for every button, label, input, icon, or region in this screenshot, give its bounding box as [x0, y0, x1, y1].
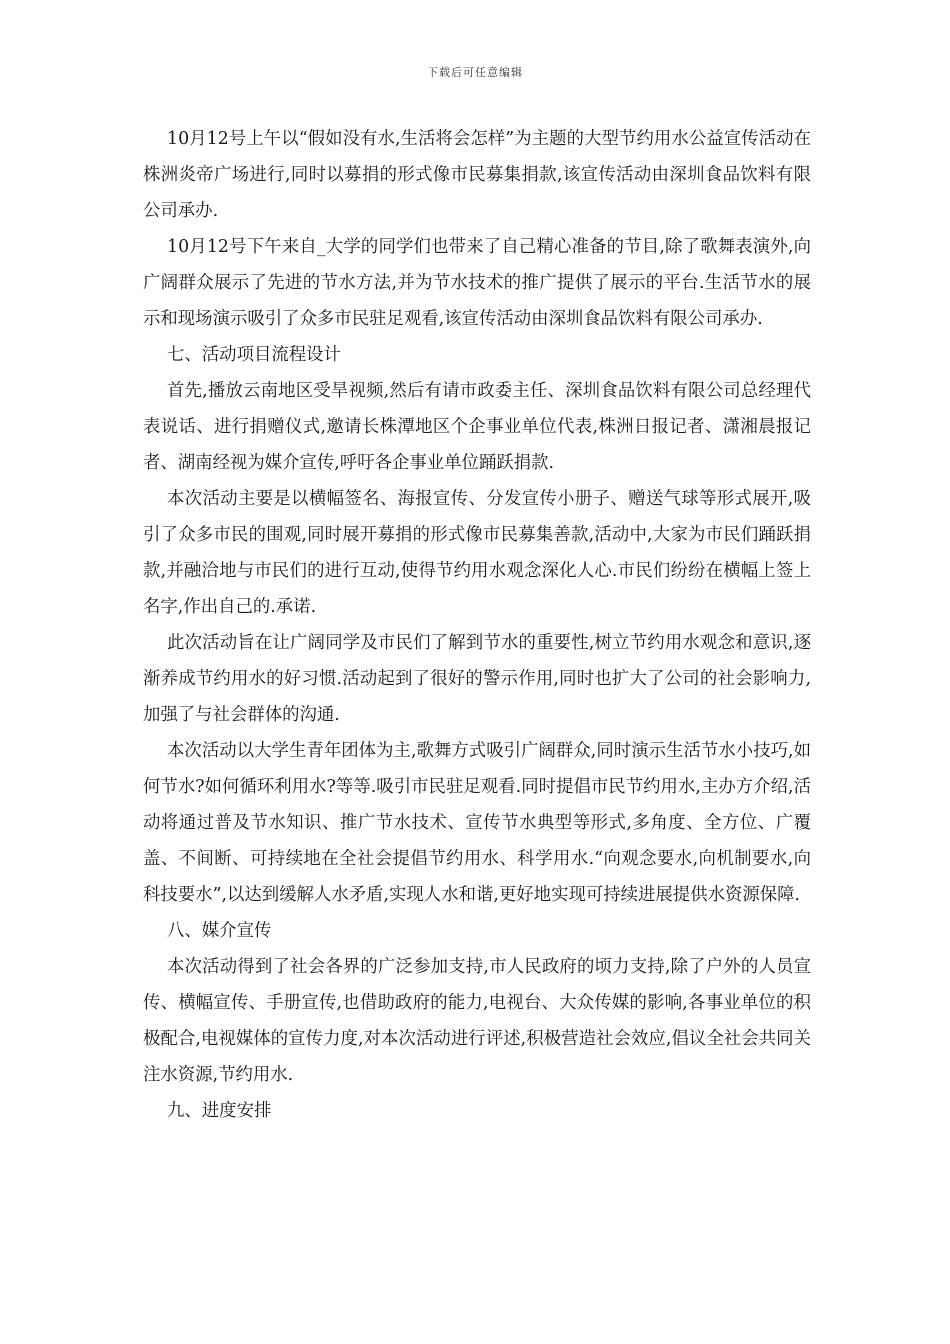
- paragraph-afternoon-event: 10月12号下午来自_大学的同学们也带来了自己精心准备的节目,除了歌舞表演外,向广阔群众展示了先进的节水方法,并为节水技术的推广提供了展示的平台.生活节水的展示和现场演示吸引了众多市民驻足观看,该宣传活动由深圳食品饮料有限公司承办.: [143, 237, 811, 329]
- document-body: [143, 121, 811, 1129]
- paragraph-morning-event: 10月12号上午以“假如没有水,生活将会怎样”为主题的大型节约用水公益宣传活动在株洲炎帝广场进行,同时以募捐的形式像市民募集捐款,该宣传活动由深圳食品饮料有限公司承办.: [143, 129, 811, 221]
- paragraph-media-promotion: 本次活动得到了社会各界的广泛参加支持,市人民政府的顷力支持,除了户外的人员宣传、横幅宣传、手册宣传,也借助政府的能力,电视台、大众传媒的影响,各事业单位的积极配合,电视媒体的宣传力度,对本次活动进行评述,积极营造社会效应,倡议全社会共同关注水资源,节约用水.: [143, 957, 811, 1085]
- page-header: 下载后可任意编辑: [427, 66, 523, 79]
- paragraph-activity-details: 本次活动以大学生青年团体为主,歌舞方式吸引广阔群众,同时演示生活节水小技巧,如何节水?如何循环利用水?等等.吸引市民驻足观看.同时提倡市民节约用水,主办方介绍,活动将通过普及节水知识、推广节水技术、宣传节水典型等形式,多角度、全方位、广覆盖、不间断、可持续地在全社会提倡节约用水、科学用水.“向观念要水,向机制要水,向科技要水”,以达到缓解人水矛盾,实现人水和谐,更好地实现可持续进展提供水资源保障.: [143, 741, 811, 905]
- section-heading-9: 九、进度安排: [167, 1101, 272, 1121]
- paragraph-activity-purpose: 此次活动旨在让广阔同学及市民们了解到节水的重要性,树立节约用水观念和意识,逐渐养成节约用水的好习惯.活动起到了很好的警示作用,同时也扩大了公司的社会影响力,加强了与社会群体的沟通.: [143, 633, 811, 725]
- section-heading-8: 八、媒介宣传: [167, 921, 272, 941]
- paragraph-process-intro: 首先,播放云南地区受旱视频,然后有请市政委主任、深圳食品饮料有限公司总经理代表说话、进行捐赠仪式,邀请长株潭地区个企事业单位代表,株洲日报记者、潇湘晨报记者、湖南经视为媒介宣传,呼吁各企事业单位踊跃捐款.: [143, 381, 811, 473]
- paragraph-activity-form: 本次活动主要是以横幅签名、海报宣传、分发宣传小册子、赠送气球等形式展开,吸引了众多市民的围观,同时展开募捐的形式像市民募集善款,活动中,大家为市民们踊跃捐款,并融洽地与市民们的进行互动,使得节约用水观念深化人心.市民们纷纷在横幅上签上名字,作出自己的.承诺.: [143, 489, 811, 617]
- section-heading-7: 七、活动项目流程设计: [167, 345, 341, 365]
